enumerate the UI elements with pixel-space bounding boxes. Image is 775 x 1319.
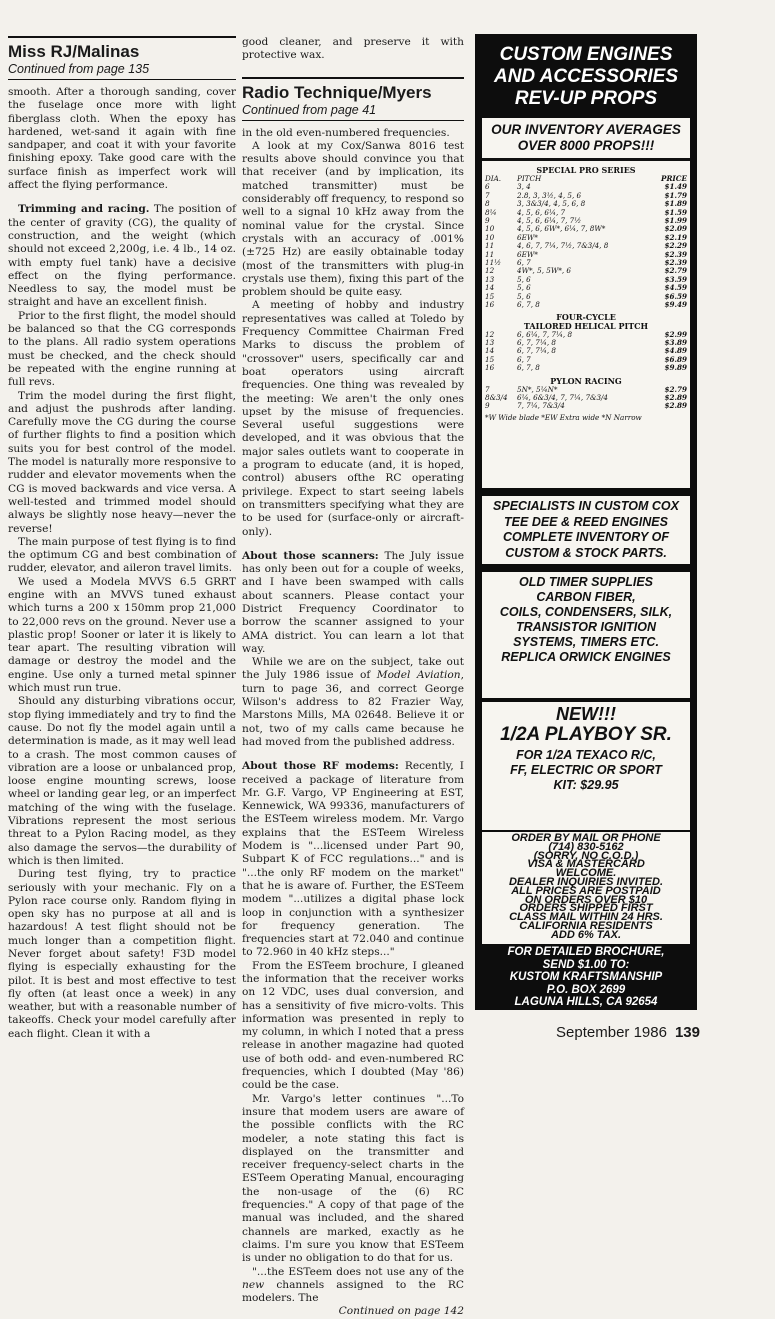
dia-cell: 16 <box>485 300 495 310</box>
pitch-cell: 5, 6 <box>517 274 531 284</box>
dia-cell: 16 <box>485 363 495 373</box>
order-line: WELCOME. <box>555 867 617 880</box>
pitch-cell: 4, 5, 6, 6¼, 7 <box>517 207 566 217</box>
pylon-title: PYLON RACING <box>550 375 622 386</box>
divider <box>8 36 236 38</box>
price-cell: $2.89 <box>664 401 687 411</box>
order-line: DEALER INQUIRIES INVITED. <box>508 875 664 888</box>
playboy-title: 1/2A PLAYBOY SR. <box>500 724 672 745</box>
col-dia-header: DIA. <box>485 174 502 183</box>
price-cell: $3.89 <box>664 337 687 347</box>
old-timer-box <box>482 572 690 698</box>
pitch-cell: 6, 7 <box>517 258 531 268</box>
price-cell: $2.19 <box>664 232 687 242</box>
paragraph: good cleaner, and preserve it with protective wax. <box>242 36 464 62</box>
address-line: LAGUNA HILLS, CA 92654 <box>514 996 658 1008</box>
paragraph: Should any disturbing vibrations occur, stop flying immediately and try to find the cause. Do not fly the model again until a determination is made, as it may well lead to a crash. The most common causes of vibration are a loose or unbalanced prop, loose engine mounting screws, loose wheel or landing gear leg, or an imperfect matching of the wing with the fuselage. Vibrations represent the most serious threat to a Pylon Racing model, as they also damage the servos—the durability of which is then limited. <box>8 695 236 867</box>
col-price-header: PRICE <box>661 174 687 183</box>
price-cell: $9.49 <box>664 300 687 310</box>
specialists-line: SPECIALISTS IN CUSTOM COX <box>493 499 679 513</box>
specialists-line: TEE DEE & REED ENGINES <box>504 514 668 529</box>
dia-cell: 10 <box>485 224 495 234</box>
pitch-cell: 7, 7¼, 7&3/4 <box>517 401 565 411</box>
price-cell: $2.89 <box>664 392 687 402</box>
pitch-cell: 4, 5, 6, 6¼, 7, 7½ <box>517 216 582 226</box>
paragraph: During test flying, try to practice seriously with your mechanic. Fly on a Pylon race course only. Random flying in open sky has no purpose at all and is hazardous! A test flight should not be much longer than a competition flight. Never forget about safety! F3D model flying is especially exhausting for the pilot. It is best and most effective to test fly often (at least once a week) in any weather, but with a reasonable number of takeoffs. Check your model carefully after each flight. Clean it with a <box>8 868 236 1040</box>
paragraph-text: While we are on the subject, take out the July 1986 issue of <box>242 656 464 682</box>
phone-number: (714) 830-5162 <box>548 840 624 853</box>
dia-cell: 14 <box>485 346 495 356</box>
order-line: CLASS MAIL WITHIN 24 HRS. <box>509 911 663 924</box>
article-body <box>242 36 464 63</box>
subhead: About those RF modems: <box>242 760 399 773</box>
price-cell: $2.99 <box>664 329 687 339</box>
pitch-cell: 5, 6 <box>517 291 531 301</box>
paragraph-text: Recently, I received a package of literature from Mr. G.F. Vargo, VP Engineering at EST, Kennewick, WA 99336, manufacturers of the ESTeem wireless modem. Mr. Vargo explains that the ESTeem Wireless Modem is "...licensed under Part 90, Subpart K of FCC regulations..." and is "...the only RF modem on the market" that he is aware of. Further, the ESTeem modem "...utilizes a digital phase lock loop in conjunction with a synthesizer for frequency generation. The frequencies start at 72.040 and continue to 72.960 in 40 kHz steps..." <box>242 760 464 959</box>
oldtimer-line: CARBON FIBER, <box>536 590 636 604</box>
dia-cell: 13 <box>485 337 495 347</box>
price-cell: $4.59 <box>664 283 687 293</box>
paragraph-text: The position of the center of gravity (CG), the quality of construction, and the weight (which should not exceed 2,200g, i.e. 4 lb., 14 oz. with empty fuel tank) have a decisive effect on the flying performance. Needless to say, the model must be straight and have an excellent finish. <box>8 203 237 309</box>
specialists-line: COMPLETE INVENTORY OF <box>503 530 669 544</box>
price-cell: $1.99 <box>664 216 687 226</box>
order-line: ALL PRICES ARE POSTPAID <box>511 884 661 897</box>
dia-cell: 11½ <box>485 258 502 268</box>
paragraph: in the old even-numbered frequencies. <box>242 126 450 139</box>
divider <box>242 77 464 79</box>
pitch-cell: 2.8, 3, 3½, 4, 5, 6 <box>517 190 582 200</box>
dia-cell: 13 <box>485 274 495 284</box>
paragraph-text: "...the ESTeem does not use any of the <box>252 1265 464 1278</box>
price-row <box>482 347 690 355</box>
playboy-price: KIT: $29.95 <box>553 778 619 792</box>
section-line: FOUR-CYCLE <box>556 311 616 322</box>
order-line: (SORRY, NO C.O.D.) <box>533 849 639 862</box>
brochure-info <box>475 946 697 1009</box>
dia-cell: 14 <box>485 283 495 293</box>
pitch-cell: 6, 7 <box>517 354 531 364</box>
paragraph: A look at my Cox/Sanwa 8016 test results above should convince you that that receiver (and by implication, its matched transmitter) must be considerably off frequency, to respond so well to a signal 10 kHz away from the nominal value for the crystal. Since crystals with an accuracy of .001% (±725 Hz) are easily obtainable today (most of the transmitters with plug-in crystals use them), fixing this part of the problem should be quite easy. <box>242 139 464 299</box>
issue-date: September 1986 <box>556 1024 667 1041</box>
playboy-line: FOR 1/2A TEXACO R/C, <box>516 748 656 762</box>
price-row <box>482 364 690 372</box>
price-row <box>482 331 690 339</box>
order-line: ON ORDERS OVER $10 <box>524 893 648 906</box>
order-box <box>482 832 690 944</box>
price-row <box>482 251 690 259</box>
paragraph: Mr. Vargo's letter continues "...To insure that modem users are aware of the possible conflicts with the RC modeler, a note stating this fact is displayed on the transmitter and receiver frequency-select charts in the ESTeem Operating Manual, encouraging the non-usage of the (6) RC frequencies." A copy of that page of the manual was included, and the shared channels are marked, exactly as he claims. I'm sure you know that ESTeem is under no obligation to do that for us. <box>242 1092 464 1265</box>
paragraph: Prior to the first flight, the model should be balanced so that the CG corresponds to the plans. All radio system operations must be checked, and the check should be repeated with the engine running at full revs. <box>8 309 236 389</box>
brochure-line: SEND $1.00 TO: <box>542 958 630 971</box>
table-header <box>482 175 690 183</box>
order-line: ORDER BY MAIL OR PHONE <box>511 832 661 844</box>
legend: *W Wide blade *EW Extra wide *N Narrow <box>485 412 642 422</box>
continued-from-label: Continued from page 41 <box>242 103 464 121</box>
price-cell: $2.39 <box>664 249 687 259</box>
price-row <box>482 200 690 208</box>
paragraph: We used a Modela MVVS 6.5 GRRT engine with an MVVS tuned exhaust which turns a 200 x 150mm prop 21,000 to 22,000 revs on the ground. Never use a plastic prop! Sooner or later it is likely to tear apart. The resulting vibration will damage or destroy the model and the engine. Use only a turned metal spinner which must run true. <box>8 575 236 695</box>
inventory-line: OUR INVENTORY AVERAGES <box>491 122 681 137</box>
price-cell: $2.79 <box>664 384 687 394</box>
price-table <box>482 331 690 373</box>
ad-headline <box>475 34 697 110</box>
four-cycle-title <box>482 313 690 331</box>
order-line: ORDERS SHIPPED FIRST <box>519 902 653 915</box>
article-body <box>8 86 236 1041</box>
emphasis: new <box>242 1278 265 1291</box>
price-row <box>482 192 690 200</box>
price-cell: $6.59 <box>664 291 687 301</box>
specialists-line: CUSTOM & STOCK PARTS. <box>505 545 667 560</box>
paragraph <box>8 203 236 309</box>
pitch-cell: 4, 6, 7, 7¼, 7½, 7&3/4, 8 <box>517 241 609 251</box>
dia-cell: 12 <box>485 266 495 276</box>
address-line: P.O. BOX 2699 <box>546 983 626 996</box>
dia-cell: 12 <box>485 329 495 339</box>
paragraph: From the ESTeem brochure, I gleaned the information that the receiver works on 12 VDC, uses dual conversion, and has a sensitivity of five micro-volts. This information was presented in reply to my column, in which I noted that a press release in another magazine had quoted use of both odd- and even-numbered RC frequencies, which I doubted (May '86) could be the case. <box>242 959 464 1092</box>
col-pitch-header: PITCH <box>517 174 542 183</box>
advertisement <box>475 34 697 1010</box>
playboy-line: FF, ELECTRIC OR SPORT <box>510 763 662 777</box>
price-row <box>482 402 690 410</box>
oldtimer-line: COILS, CONDENSERS, SILK, <box>499 605 673 619</box>
continued-on-label: Continued on page 142 <box>338 1305 464 1318</box>
section-line: TAILORED HELICAL PITCH <box>523 320 649 331</box>
pitch-cell: 3, 3&3/4, 4, 5, 6, 8 <box>517 199 586 209</box>
article-title: Miss RJ/Malinas <box>8 42 140 61</box>
pitch-cell: 6¼, 6&3/4, 7, 7¼, 7&3/4 <box>517 392 609 402</box>
oldtimer-line: TRANSISTOR IGNITION <box>515 620 657 634</box>
paragraph-text: channels assigned to the RC modelers. The <box>242 1278 464 1305</box>
dia-cell: 10 <box>485 232 495 242</box>
page-footer <box>556 1024 700 1041</box>
pitch-cell: 4, 5, 6, 6W*, 6¼, 7, 8W* <box>517 224 606 234</box>
inventory-banner <box>482 118 690 161</box>
headline-line: REV-UP PROPS <box>514 88 658 109</box>
price-list-box <box>482 118 690 488</box>
price-row <box>482 394 690 402</box>
order-line: CALIFORNIA RESIDENTS <box>519 919 653 932</box>
paragraph: The main purpose of test flying is to find the optimum CG and best combination of rudder, elevator, and aileron travel limits. <box>8 535 236 575</box>
price-table <box>482 386 690 411</box>
dia-cell: 7 <box>485 190 490 200</box>
pitch-cell: 4W*, 5, 5W*, 6 <box>517 266 571 276</box>
headline-line: CUSTOM ENGINES <box>499 44 673 65</box>
price-cell: $1.79 <box>664 190 687 200</box>
price-cell: $2.29 <box>664 241 687 251</box>
headline-line: AND ACCESSORIES <box>493 66 679 87</box>
dia-cell: 9 <box>485 401 490 411</box>
paragraph <box>242 656 464 749</box>
article-title: Radio Technique/Myers <box>242 82 432 102</box>
price-table <box>482 175 690 310</box>
dia-cell: 15 <box>485 291 495 301</box>
dia-cell: 8¼ <box>485 207 497 217</box>
article-column-2 <box>242 36 464 1319</box>
price-row <box>482 225 690 233</box>
price-cell: $2.09 <box>664 224 687 234</box>
pitch-cell: 6, 7, 8 <box>517 363 540 373</box>
oldtimer-line: SYSTEMS, TIMERS ETC. <box>513 635 659 649</box>
price-cell: $9.89 <box>664 363 687 373</box>
price-row <box>482 293 690 301</box>
page-number: 139 <box>674 1024 700 1041</box>
paragraph <box>242 760 464 959</box>
dia-cell: 8 <box>485 199 490 209</box>
pitch-cell: 3, 4 <box>517 182 531 192</box>
pitch-cell: 5, 6 <box>517 283 531 293</box>
dia-cell: 11 <box>485 241 495 251</box>
price-cell: $2.39 <box>664 258 687 268</box>
dia-cell: 9 <box>485 216 490 226</box>
pitch-cell: 6, 6¼, 7, 7¼, 8 <box>517 329 573 339</box>
article-body <box>242 127 464 1319</box>
price-row <box>482 276 690 284</box>
paragraph <box>242 550 464 656</box>
dia-cell: 15 <box>485 354 495 364</box>
dia-cell: 7 <box>485 384 490 394</box>
price-row <box>482 242 690 250</box>
oldtimer-line: OLD TIMER SUPPLIES <box>518 575 654 589</box>
price-cell: $6.89 <box>664 354 687 364</box>
price-row <box>482 284 690 292</box>
specialists-box <box>482 496 690 564</box>
pitch-cell: 6, 7, 8 <box>517 300 540 310</box>
continued-from-label: Continued from page 135 <box>8 62 236 80</box>
dia-cell: 11 <box>485 249 495 259</box>
paragraph <box>242 1266 464 1306</box>
magazine-title: Model Aviation <box>376 669 461 682</box>
paragraph-text: , turn to page 36, and correct George Wilson's address to 82 Frazier Way, Marstons Mills, MA 02648. Believe it or not, two of my calls came because he had moved from the published address. <box>242 669 464 748</box>
price-cell: $1.89 <box>664 199 687 209</box>
pitch-cell: 5N*, 5¼N* <box>517 384 558 394</box>
subhead: About those scanners: <box>242 549 379 562</box>
order-line: VISA & MASTERCARD <box>527 858 645 871</box>
price-cell: $1.59 <box>664 207 687 217</box>
price-row <box>482 183 690 191</box>
pitch-cell: 6EW* <box>517 249 538 259</box>
dia-cell: 8&3/4 <box>485 392 508 402</box>
playboy-box <box>482 702 690 832</box>
price-row <box>482 259 690 267</box>
new-label: NEW!!! <box>556 704 616 724</box>
article-column-1 <box>8 36 236 1041</box>
pitch-cell: 6EW* <box>517 232 538 242</box>
company-name: KUSTOM KRAFTSMANSHIP <box>509 971 663 983</box>
inventory-line: OVER 8000 PROPS!!! <box>517 138 655 153</box>
price-row <box>482 356 690 364</box>
pitch-cell: 6, 7, 7¼, 8 <box>517 337 556 347</box>
order-line: ADD 6% TAX. <box>550 928 622 941</box>
dia-cell: 6 <box>485 182 490 192</box>
oldtimer-line: REPLICA ORWICK ENGINES <box>501 650 671 664</box>
paragraph: Trim the model during the first flight, and adjust the pushrods after landing. Carefully move the CG during the course of further flights to find a position which suits you for best control of the model. The model is naturally more responsive to rudder and elevator movements when the CG is moved backwards and vice versa. A well-tested and trimmed model should always be slightly nose heavy—never the reverse! <box>8 389 236 535</box>
price-row <box>482 267 690 275</box>
price-cell: $1.49 <box>664 182 687 192</box>
price-row <box>482 339 690 347</box>
pitch-cell: 6, 7, 7¼, 8 <box>517 346 556 356</box>
paragraph-text: The July issue has only been out for a couple of weeks, and I have been swamped with calls about scanners. Please contact your District Frequency Coordinator to borrow the scanner assigned to your AMA district. You can learn a lot that way. <box>242 549 464 655</box>
subhead: Trimming and racing. <box>18 203 150 216</box>
price-cell: $3.59 <box>664 274 687 284</box>
price-cell: $4.89 <box>664 346 687 356</box>
price-row <box>482 209 690 217</box>
price-cell: $2.79 <box>664 266 687 276</box>
pro-series-title: SPECIAL PRO SERIES <box>536 165 636 175</box>
paragraph: A meeting of hobby and industry representatives was called at Toledo by Frequency Committee Chairman Fred Marks to discuss the problem of "crossover" users, specifically car and boat operators using aircraft frequencies. One thing was revealed by the meeting: We aren't the only ones upset by the misuse of frequencies. Several useful suggestions were developed, and it was obvious that the major sales outlets want to cooperate in a program to educate (and, it is hoped, control) abusers ofthe RC operating privilege. Expect to start seeing labels on transmitters specifying what they are to be used for (surface-only or aircraft-only). <box>242 299 464 538</box>
price-row <box>482 301 690 309</box>
brochure-line: FOR DETAILED BROCHURE, <box>507 946 665 958</box>
paragraph: smooth. After a thorough sanding, cover the fuselage once more with light fiberglass cloth. When the epoxy has hardened, wet-sand it again with fine sandpaper, and coat it with your favorite finishing epoxy. Take good care with the surface finish as imperfect work will affect the flying performance. <box>8 86 236 192</box>
